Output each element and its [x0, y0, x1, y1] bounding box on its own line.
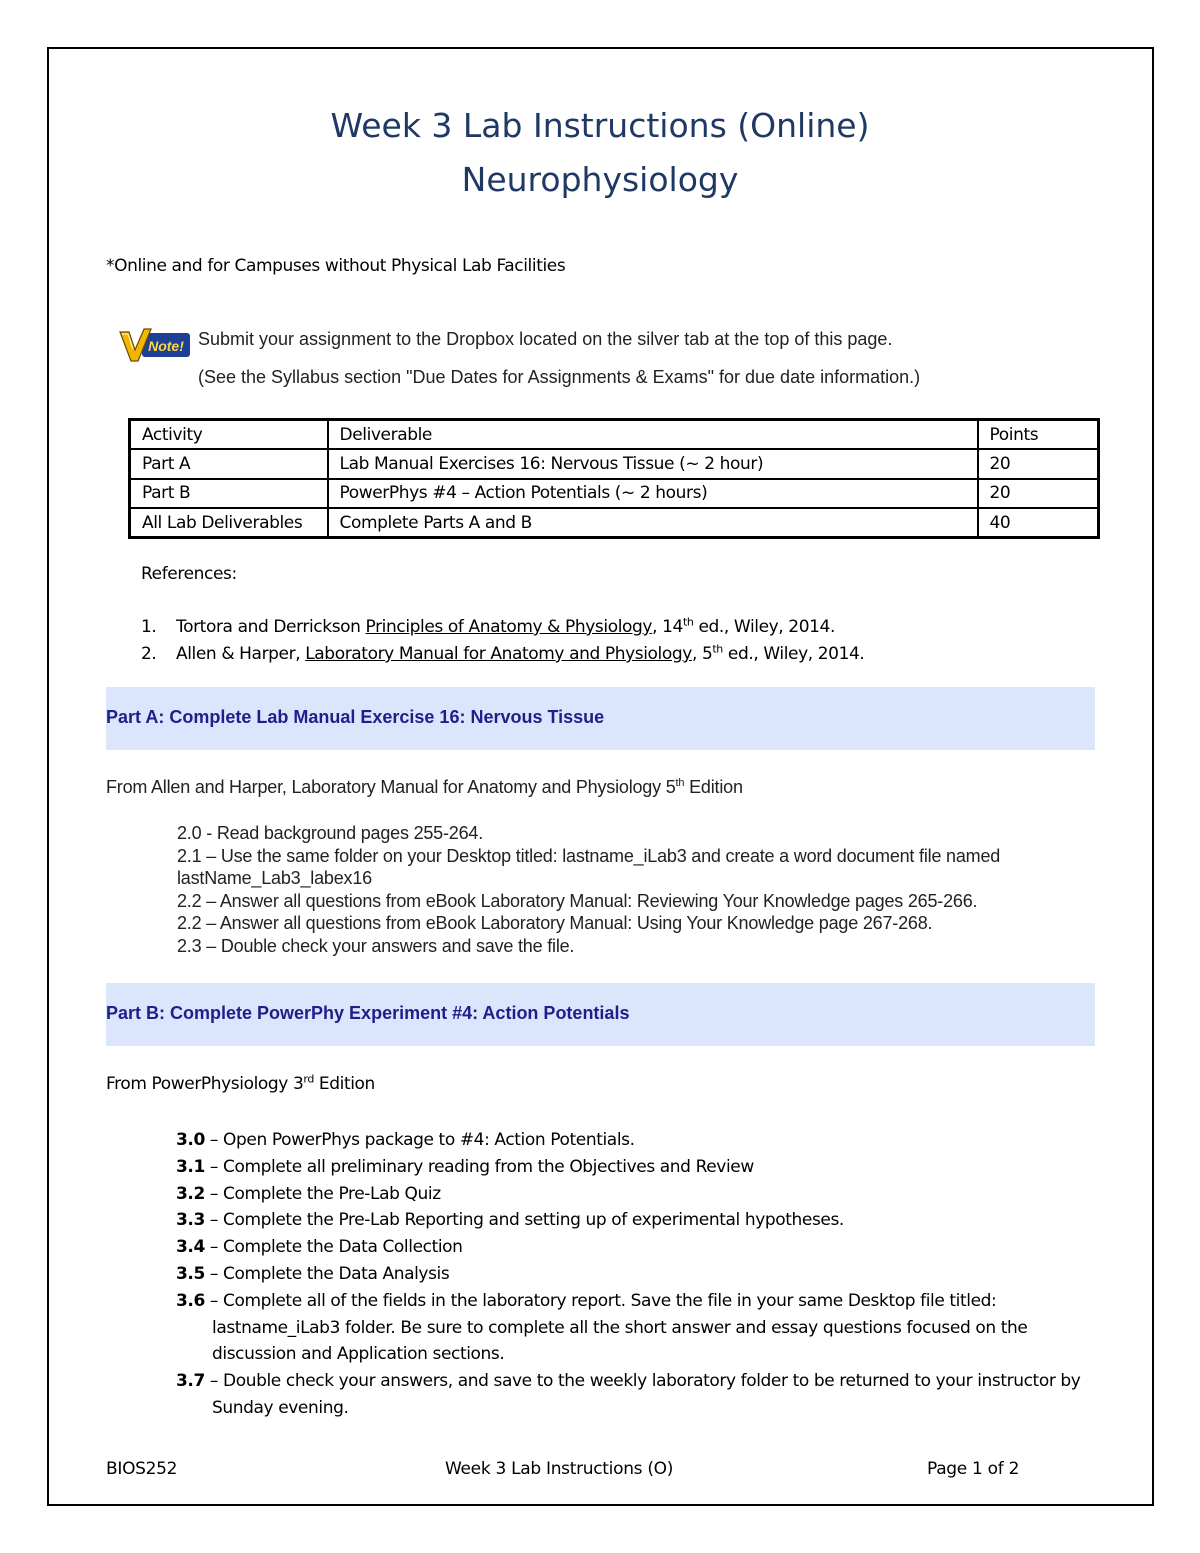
reference-edition: , 5: [691, 644, 713, 664]
reference-publisher: ed., Wiley, 2014.: [693, 617, 835, 637]
part-a-source: [106, 777, 743, 798]
part-a-source-end: Edition: [684, 777, 743, 797]
part-b-steps: [176, 1127, 1096, 1422]
part-a-title: Part A: Complete Lab Manual Exercise 16: Nervous Tissue: [106, 707, 605, 727]
table-cell: 40: [978, 508, 1099, 538]
part-b-source-end: Edition: [313, 1074, 375, 1094]
part-b-source-suffix: rd: [303, 1072, 314, 1086]
part-b-step: [176, 1368, 1096, 1422]
part-a-step: 2.3 – Double check your answers and save the file.: [177, 935, 575, 956]
step-number: 3.2: [176, 1183, 205, 1204]
table-header-cell: Deliverable: [328, 420, 978, 450]
note-checkmark-icon: [118, 328, 192, 362]
step-text: – Double check your answers, and save to the weekly laboratory folder to be returned to your instructor by Sunday evening.: [204, 1371, 1081, 1418]
table-cell: All Lab Deliverables: [130, 508, 328, 538]
reference-item: [141, 644, 864, 664]
part-a-step: 2.0 - Read background pages 255-264.: [177, 823, 484, 843]
part-b-header-band: [106, 983, 1095, 1046]
part-b-step: [176, 1288, 1096, 1368]
table-row: [130, 479, 1099, 509]
note-due-dates-text: (See the Syllabus section "Due Dates for Assignments & Exams" for due date information.): [198, 367, 921, 387]
deliverables-table: [128, 418, 1100, 539]
reference-edition-suffix: th: [712, 642, 723, 656]
online-note: *Online and for Campuses without Physical Lab Facilities: [106, 256, 566, 276]
note-icon-label: Note!: [148, 338, 184, 354]
reference-number: 2.: [141, 644, 157, 664]
table-cell: Part B: [130, 479, 328, 509]
reference-authors: Tortora and Derrickson: [176, 617, 366, 637]
part-b-source: [106, 1074, 375, 1094]
page-title: Week 3 Lab Instructions (Online): [330, 106, 870, 145]
part-b-step: [176, 1234, 1096, 1261]
footer-course-code: BIOS252: [106, 1459, 178, 1479]
table-row: [130, 508, 1099, 538]
part-b-step: [176, 1154, 1096, 1181]
part-a-source-text: From Allen and Harper, Laboratory Manual for Anatomy and Physiology 5: [106, 777, 676, 797]
reference-edition: , 14: [652, 617, 683, 637]
part-b-title: Part B: Complete PowerPhy Experiment #4: Action Potentials: [106, 1003, 630, 1023]
footer-page-number: Page 1 of 2: [927, 1459, 1020, 1479]
part-a-step: 2.2 – Answer all questions from eBook Laboratory Manual: Reviewing Your Knowledge pages 265-266.: [177, 890, 978, 911]
step-number: 3.7: [176, 1371, 205, 1392]
step-text: – Complete the Data Analysis: [204, 1263, 450, 1284]
note-submit-text: Submit your assignment to the Dropbox located on the silver tab at the top of this page.: [198, 329, 893, 349]
step-text: – Complete all preliminary reading from the Objectives and Review: [204, 1156, 754, 1177]
step-text: – Complete the Pre-Lab Quiz: [204, 1183, 441, 1204]
table-cell: 20: [978, 449, 1099, 479]
step-number: 3.3: [176, 1210, 205, 1231]
part-b-step: [176, 1261, 1096, 1288]
footer-doc-title: Week 3 Lab Instructions (O): [445, 1459, 674, 1479]
step-number: 3.0: [176, 1130, 205, 1150]
part-a-steps: [177, 822, 1077, 958]
reference-number: 1.: [141, 617, 157, 637]
step-text: – Complete the Pre-Lab Reporting and setting up of experimental hypotheses.: [204, 1210, 844, 1231]
part-a-header-band: [106, 687, 1095, 750]
table-cell: Part A: [130, 449, 328, 479]
table-header-cell: Activity: [130, 420, 328, 450]
part-b-source-text: From PowerPhysiology 3: [106, 1074, 304, 1094]
reference-item: [141, 617, 835, 637]
reference-book-title: Principles of Anatomy & Physiology: [365, 617, 653, 637]
references-heading: References:: [141, 564, 237, 584]
part-b-step: [176, 1127, 1096, 1154]
table-cell: Lab Manual Exercises 16: Nervous Tissue (~ 2 hour): [328, 449, 978, 479]
table-header-cell: Points: [978, 420, 1099, 450]
reference-book-title: Laboratory Manual for Anatomy and Physiology: [305, 644, 692, 664]
step-number: 3.4: [176, 1237, 205, 1258]
part-a-step: 2.2 – Answer all questions from eBook Laboratory Manual: Using Your Knowledge page 267-268.: [177, 913, 933, 934]
step-text: – Complete all of the fields in the laboratory report. Save the file in your same Desktop file titled: lastname_iLab3 folder. Be sure to complete all the short answer and essay questions focused on the discussion and Application sections.: [204, 1290, 1028, 1365]
step-text: – Complete the Data Collection: [204, 1237, 463, 1258]
step-number: 3.6: [176, 1290, 205, 1311]
part-a-step: 2.1 – Use the same folder on your Desktop titled: lastname_iLab3 and create a word document file named lastName_Lab3_labex16: [177, 845, 1001, 889]
part-a-source-suffix: th: [675, 777, 685, 789]
step-text: – Open PowerPhys package to #4: Action Potentials.: [204, 1130, 635, 1150]
reference-edition-suffix: th: [682, 615, 694, 629]
step-number: 3.1: [176, 1156, 205, 1177]
table-header-row: [130, 420, 1099, 450]
part-b-step: [176, 1207, 1096, 1234]
table-cell: 20: [978, 479, 1099, 509]
part-b-step: [176, 1181, 1096, 1208]
page-subtitle-topic: Neurophysiology: [461, 160, 739, 199]
table-row: [130, 449, 1099, 479]
reference-authors: Allen & Harper,: [176, 644, 306, 664]
table-cell: Complete Parts A and B: [328, 508, 978, 538]
reference-publisher: ed., Wiley, 2014.: [722, 644, 865, 664]
step-number: 3.5: [176, 1263, 205, 1284]
table-cell: PowerPhys #4 – Action Potentials (~ 2 hours): [328, 479, 978, 509]
